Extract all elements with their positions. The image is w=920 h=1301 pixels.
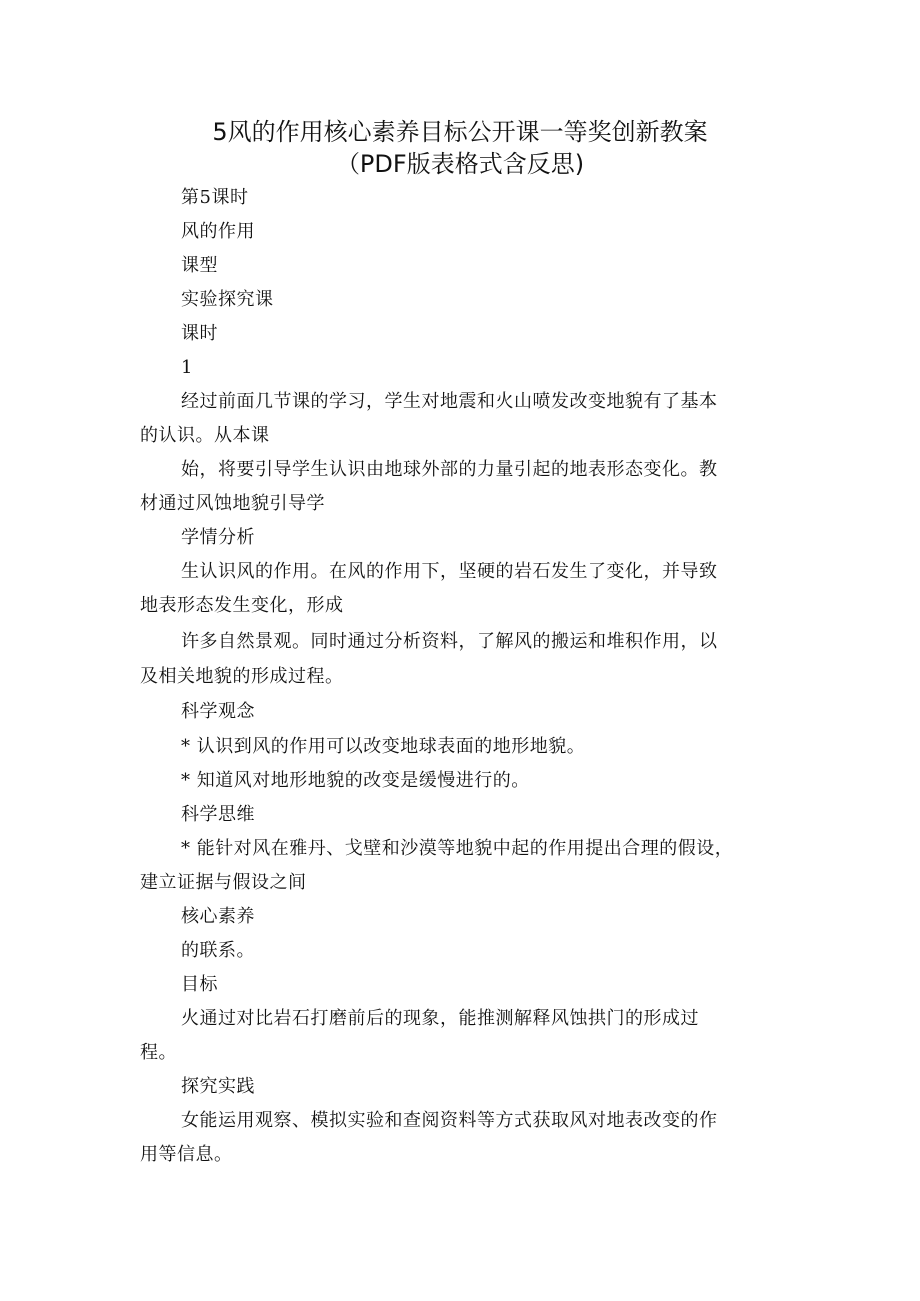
- paragraph-line: 始，将要引导学生认识由地球外部的力量引起的地表形态变化。教: [181, 459, 718, 480]
- period-label: 课时: [181, 323, 218, 344]
- paragraph-line: 用等信息。: [140, 1144, 233, 1165]
- lesson-title: 风的作用: [181, 221, 255, 242]
- period-value: 1: [181, 357, 193, 378]
- bullet-item: * 认识到风的作用可以改变地球表面的地形地貌。: [181, 736, 586, 757]
- section-heading-core: 核心素养: [181, 906, 255, 927]
- document-title-line-2: （PDF版表格式含反思): [335, 150, 585, 178]
- paragraph-line: 的认识。从本课: [140, 425, 270, 446]
- document-title-line-1: 5风的作用核心素养目标公开课一等奖创新教案: [212, 118, 708, 146]
- paragraph-line: 建立证据与假设之间: [140, 872, 307, 893]
- paragraph-line: 的联系。: [181, 940, 255, 961]
- section-heading-concept: 科学观念: [181, 701, 255, 722]
- paragraph-line: 及相关地貌的形成过程。: [140, 666, 344, 687]
- paragraph-line: 许多自然景观。同时通过分析资料，了解风的搬运和堆积作用，以: [181, 631, 718, 652]
- course-type-label: 课型: [181, 255, 218, 276]
- bullet-item: * 能针对风在雅丹、戈壁和沙漠等地貌中起的作用提出合理的假设，: [181, 838, 734, 859]
- paragraph-line: 程。: [140, 1042, 177, 1063]
- bullet-item: * 知道风对地形地貌的改变是缓慢进行的。: [181, 770, 530, 791]
- course-type-value: 实验探究课: [181, 289, 274, 310]
- section-heading-thinking: 科学思维: [181, 804, 255, 825]
- paragraph-line: 地表形态发生变化，形成: [140, 595, 344, 616]
- paragraph-line: 火通过对比岩石打磨前后的现象，能推测解释风蚀拱门的形成过: [181, 1008, 699, 1029]
- section-heading-analysis: 学情分析: [181, 527, 255, 548]
- paragraph-line: 生认识风的作用。在风的作用下，坚硬的岩石发生了变化，并导致: [181, 561, 718, 582]
- paragraph-line: 经过前面几节课的学习，学生对地震和火山喷发改变地貌有了基本: [181, 391, 718, 412]
- paragraph-line: 女能运用观察、模拟实验和查阅资料等方式获取风对地表改变的作: [181, 1110, 718, 1131]
- lesson-number: 第5课时: [181, 187, 249, 208]
- section-heading-practice: 探究实践: [181, 1076, 255, 1097]
- paragraph-line: 材通过风蚀地貌引导学: [140, 493, 325, 514]
- section-heading-goal: 目标: [181, 974, 218, 995]
